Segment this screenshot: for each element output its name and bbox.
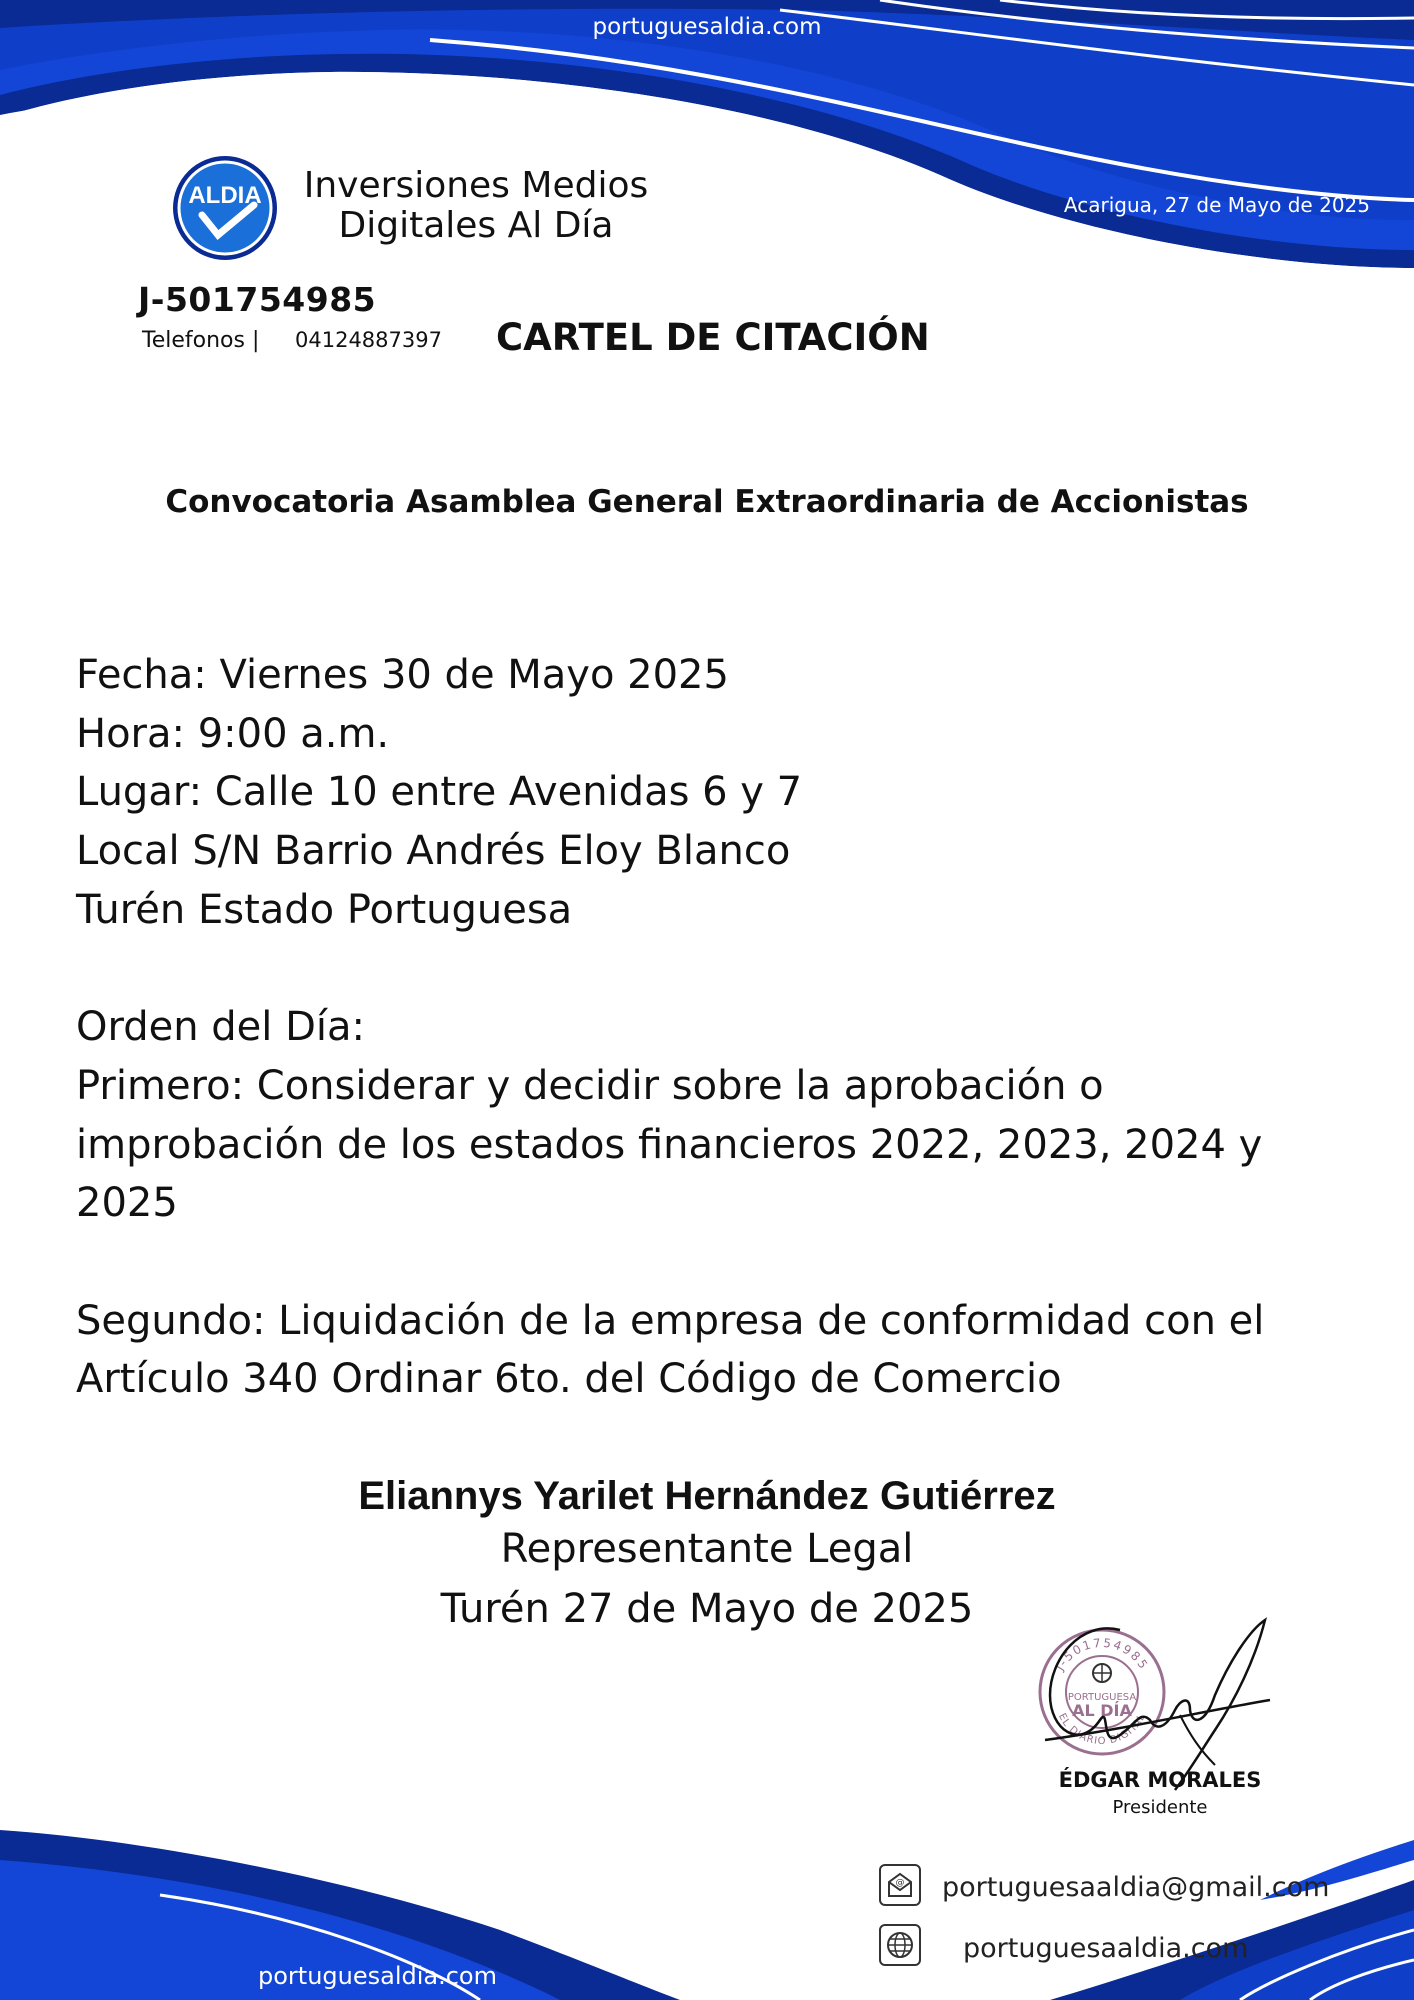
footer-website: portuguesaldia.com xyxy=(258,1962,497,1990)
logo-text: ALDIA xyxy=(188,182,262,209)
primero-line-1: Primero: Considerar y decidir sobre la aprobación o xyxy=(76,1062,1104,1109)
signer-role: Representante Legal xyxy=(500,1526,914,1572)
document-title: CARTEL DE CITACIÓN xyxy=(496,316,930,359)
company-name-line-1: Inversiones Medios xyxy=(303,165,649,206)
lugar-line-2: Local S/N Barrio Andrés Eloy Blanco xyxy=(76,828,791,875)
globe-icon xyxy=(879,1924,921,1966)
email-icon xyxy=(879,1864,921,1906)
seal-text-middle-1: PORTUGUESA xyxy=(1067,1692,1137,1703)
phone-number: 04124887397 xyxy=(295,328,442,352)
contact-website[interactable]: portuguesaaldia.com xyxy=(963,1933,1249,1964)
document-subtitle: Convocatoria Asamblea General Extraordinaria de Accionistas xyxy=(165,484,1249,520)
lugar-line-1: Lugar: Calle 10 entre Avenidas 6 y 7 xyxy=(76,769,803,816)
svg-text:@: @ xyxy=(895,1878,905,1888)
hora-line: Hora: 9:00 a.m. xyxy=(76,710,390,757)
footer-wave-decoration xyxy=(0,1820,1414,2000)
lugar-line-3: Turén Estado Portuguesa xyxy=(76,886,573,933)
signer-name: Eliannys Yarilet Hernández Gutiérrez xyxy=(358,1474,1056,1518)
header-website: portuguesaldia.com xyxy=(592,14,822,40)
company-logo xyxy=(172,155,278,261)
orden-heading: Orden del Día: xyxy=(76,1004,366,1051)
contact-email[interactable]: portuguesaaldia@gmail.com xyxy=(942,1872,1330,1903)
primero-line-3: 2025 xyxy=(76,1180,178,1227)
company-name-line-2: Digitales Al Día xyxy=(338,205,614,246)
seal-text-middle-2: AL DÍA xyxy=(1072,1701,1132,1720)
document-body xyxy=(76,646,1276,1409)
president-role: Presidente xyxy=(1112,1797,1208,1818)
company-rif: J-501754985 xyxy=(138,280,377,319)
signer-place-date: Turén 27 de Mayo de 2025 xyxy=(440,1586,974,1632)
company-name xyxy=(296,166,656,246)
seal-text-top: J-501754985 xyxy=(1052,1635,1152,1673)
phone-label: Telefonos | xyxy=(142,328,260,353)
seal-text-bottom: EL DIARIO DIGITAL xyxy=(1055,1711,1149,1748)
primero-line-2: improbación de los estados financieros 2022, 2023, 2024 y xyxy=(76,1121,1263,1168)
segundo-line-2: Artículo 340 Ordinar 6to. del Código de Comercio xyxy=(76,1356,1062,1403)
header-date: Acarigua, 27 de Mayo de 2025 xyxy=(1063,193,1370,217)
segundo-line-1: Segundo: Liquidación de la empresa de conformidad con el xyxy=(76,1297,1265,1344)
fecha-line: Fecha: Viernes 30 de Mayo 2025 xyxy=(76,652,729,698)
president-name: ÉDGAR MORALES xyxy=(1058,1768,1262,1792)
